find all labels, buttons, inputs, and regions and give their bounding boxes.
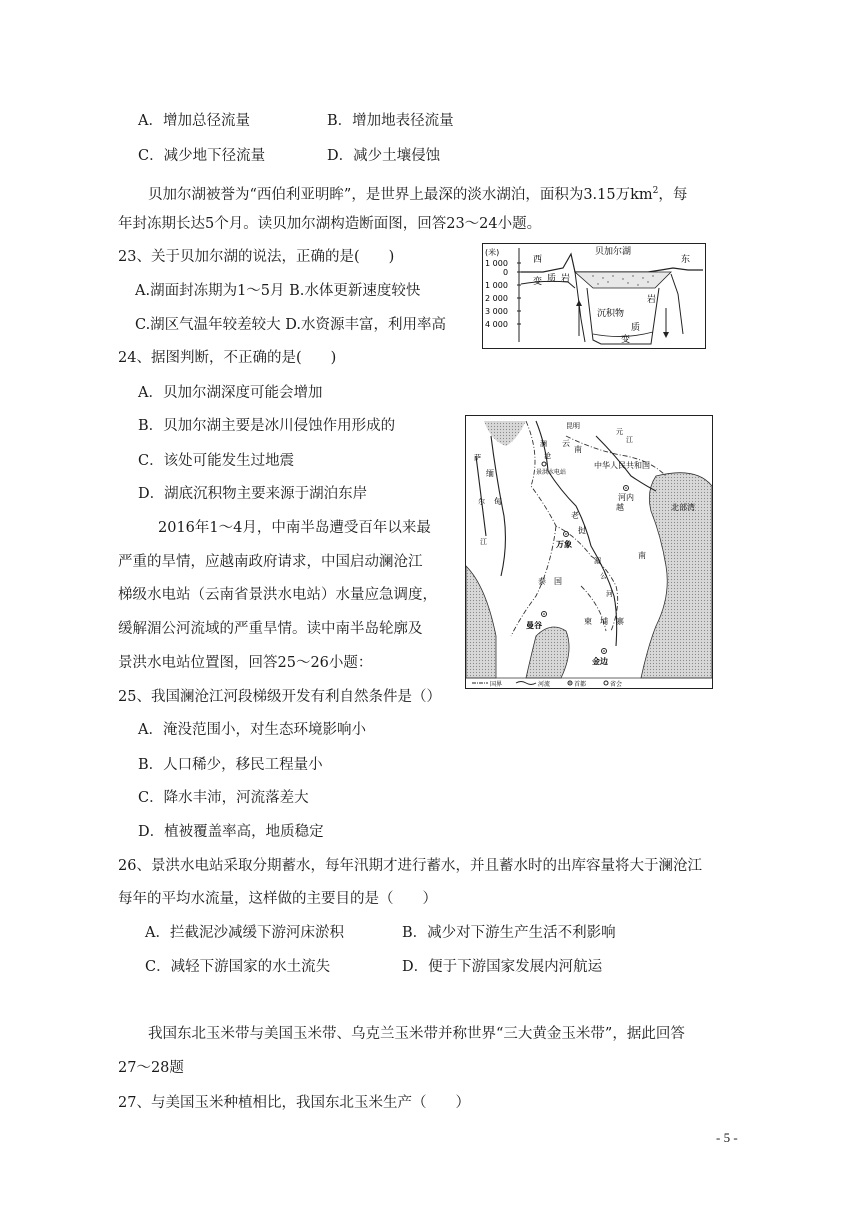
baikal-intro-line2: 年封冻期长达5个月。读贝加尔湖构造断面图，回答23～24小题。 [118,216,542,232]
q25-stem: 25、我国澜沧江河段梯级开发有利自然条件是（） [118,689,441,705]
q25-option-b: B．人口稀少，移民工程量小 [138,757,323,773]
legend-river-symbol [516,682,536,685]
cambodia-label: 柬 埔 寨 [584,617,624,626]
q24-option-a: A．贝加尔湖深度可能会增加 [138,385,323,401]
hanoi-label: 河内 [618,493,634,502]
q25-option-d: D．植被覆盖率高，地质稳定 [138,824,324,840]
q25-option-c: C．降水丰沛，河流落差大 [138,790,309,806]
q26-option-d: D．便于下游国家发展内河航运 [402,959,603,975]
mekong-intro-line4: 缓解湄公河流域的严重旱情。读中南半岛轮廓及 [118,621,423,637]
phnompenh-label: 金边 [592,657,608,666]
q24-option-c: C．该处可能发生过地震 [138,453,295,469]
unit-label: (米) [485,248,500,257]
wen-label: 尔 [478,498,485,506]
jiang2-label: 江 [480,538,487,546]
kunming-label: 昆明 [566,422,580,430]
china-label: 中华人民共和国 [594,461,650,470]
q24-option-d: D．湖底沉积物主要来源于湖泊东岸 [138,486,368,502]
tick-label: 1 000 [485,259,508,268]
tick-label: 2 000 [485,294,508,303]
baikal-cross-section-svg [483,244,705,348]
legend-provcap-label: 省会 [610,681,623,688]
bian-label: 变 [533,277,543,287]
q24-stem: 24、据图判断，不正确的是( ) [118,350,337,366]
q22-option-d: D．减少土壤侵蚀 [327,148,441,164]
laos2-label: 挝 [578,526,586,535]
legend-river-label: 河流 [538,681,551,688]
gong-label: 公 [600,572,607,580]
beibu-label: 北部湾 [671,503,695,512]
myanmar2-label: 甸 [494,497,502,506]
corn-intro-line2: 27～28题 [118,1060,184,1076]
nan2-label: 南 [638,551,646,560]
yuan-label: 元 [616,428,623,436]
q26-stem-line2: 每年的平均水流量，这样做的主要目的是（ ） [118,891,437,907]
phnompenh-marker-dot [603,650,605,652]
tick-label: 0 [503,268,509,277]
yunnan-yun-label: 云 [562,439,570,448]
hanoi-marker-dot [625,487,627,489]
zhi2-label: 质 [631,323,641,333]
tick-label: 4 000 [485,320,508,329]
yue-label: 越 [616,503,624,512]
vientiane-label: 万象 [556,540,572,549]
bangkok-marker-dot [543,613,545,615]
bian2-label: 变 [621,335,631,345]
thailand-label: 泰 国 [538,577,562,586]
tick-label: 1 000 [485,281,508,290]
lake-label: 贝加尔湖 [595,247,632,257]
q22-option-c: C．减少地下径流量 [138,148,266,164]
legend-capital-label: 首都 [574,681,587,688]
west-label: 西 [533,255,543,265]
indochina-map-svg [466,416,712,688]
lancang-cang-label: 沧 [544,452,551,460]
mekong-intro-line1: 2016年1～4月，中南半岛遭受百年以来最 [158,520,431,536]
rock2-label: 岩 [647,295,657,305]
vientiane-marker-dot [565,533,567,535]
myanmar1-label: 缅 [486,469,494,478]
jinghong-label: 景洪水电站 [536,469,567,476]
jiang-river-label: 江 [626,436,633,444]
baikal-cross-section-figure [482,243,706,349]
salween-label: 萨 [474,454,481,462]
mekong-intro-line2: 严重的旱情，应越南政府请求，中国启动澜沧江 [118,554,423,570]
laos1-label: 老 [571,511,579,520]
tick-label: 3 000 [485,307,508,316]
superscript: 2 [652,186,659,196]
q26-option-b: B．减少对下游生产生活不利影响 [402,925,616,941]
q23-stem: 23、关于贝加尔湖的说法，正确的是( ) [118,249,395,265]
legend-border-label: 国界 [490,681,503,688]
baikal-intro-line1: 贝加尔湖被誉为“西伯利亚明眸”，是世界上最深的淡水湖泊，面积为3.15万$km^2$，每 [148,186,688,203]
lancang-lan-label: 澜 [540,440,547,448]
rock-label: 岩 [561,274,571,284]
corn-intro-line1: 我国东北玉米带与美国玉米带、乌克兰玉米带并称世界“三大黄金玉米带”，据此回答 [148,1026,685,1042]
he-label: 河 [606,590,613,598]
q25-option-a: A．淹没范围小，对生态环境影响小 [138,722,366,738]
q26-option-a: A．拦截泥沙减缓下游河床淤积 [145,925,344,941]
indochina-map-figure [465,415,713,689]
q24-option-b: B．贝加尔湖主要是冰川侵蚀作用形成的 [138,418,396,434]
yunnan-nan-label: 南 [574,445,582,454]
q23-options-cd: C.湖区气温年较差较大 D.水资源丰富，利用率高 [135,317,447,333]
mei-label: 湄 [594,557,601,565]
q23-options-ab: A.湖面封冻期为1～5月 B.水体更新速度较快 [135,283,421,299]
q22-option-b: B．增加地表径流量 [327,113,454,129]
legend-capital-dot [569,682,570,683]
q26-stem-line1: 26、景洪水电站采取分期蓄水，每年汛期才进行蓄水，并且蓄水时的出库容量将大于澜沧江 [118,858,702,874]
legend-provcap-symbol [604,681,608,685]
page-number: - 5 - [716,1130,738,1145]
sediment-label: 沉积物 [597,309,625,319]
q22-option-a: A．增加总径流量 [138,113,250,129]
zhi-label: 质 [547,274,557,284]
mekong-intro-line3: 梯级水电站（云南省景洪水电站）水量应急调度， [118,587,437,603]
east-label: 东 [681,255,691,265]
q27-stem: 27、与美国玉米种植相比，我国东北玉米生产（ ） [118,1095,470,1111]
bangkok-label: 曼谷 [526,621,542,630]
q26-option-c: C．减轻下游国家的水土流失 [145,959,331,975]
mekong-intro-line5: 景洪水电站位置图，回答25～26小题： [118,655,373,671]
